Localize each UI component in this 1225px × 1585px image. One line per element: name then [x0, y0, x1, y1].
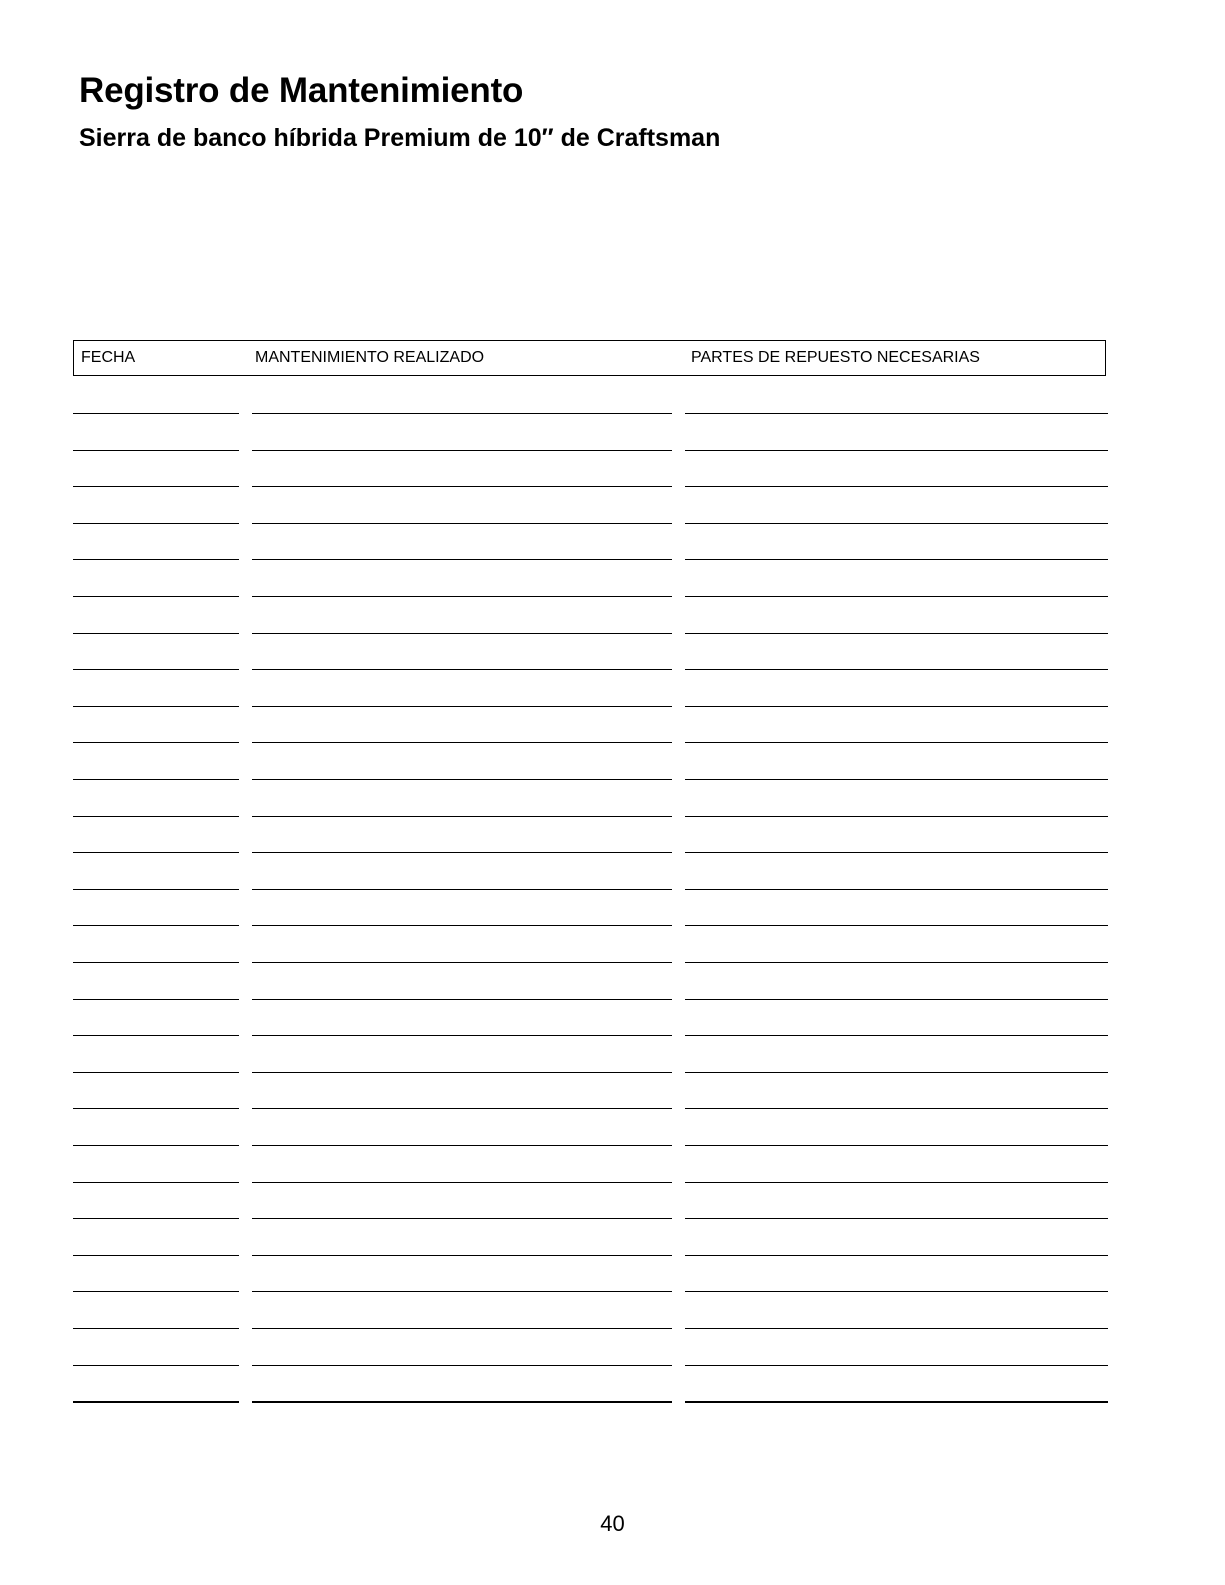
log-line-mant [252, 1072, 672, 1073]
log-line-mant [252, 1401, 672, 1403]
log-row [0, 1182, 1225, 1184]
log-row [0, 1108, 1225, 1110]
log-line-partes [685, 559, 1108, 560]
log-line-fecha [73, 1145, 239, 1146]
log-row [0, 1401, 1225, 1403]
log-line-partes [685, 1401, 1108, 1403]
log-line-partes [685, 1218, 1108, 1219]
log-line-partes [685, 962, 1108, 963]
log-line-mant [252, 706, 672, 707]
log-line-partes [685, 816, 1108, 817]
log-row [0, 925, 1225, 927]
log-line-fecha [73, 1108, 239, 1109]
log-row [0, 779, 1225, 781]
column-header-fecha: FECHA [81, 349, 136, 366]
column-header-mantenimiento: MANTENIMIENTO REALIZADO [255, 349, 485, 366]
log-line-mant [252, 486, 672, 487]
log-row [0, 1365, 1225, 1367]
log-line-mant [252, 816, 672, 817]
log-line-mant [252, 1328, 672, 1329]
log-line-partes [685, 1291, 1108, 1292]
column-header-partes: PARTES DE REPUESTO NECESARIAS [691, 349, 980, 366]
log-line-fecha [73, 1035, 239, 1036]
log-line-partes [685, 1328, 1108, 1329]
log-line-mant [252, 1108, 672, 1109]
log-line-fecha [73, 1218, 239, 1219]
log-line-fecha [73, 633, 239, 634]
log-line-partes [685, 1145, 1108, 1146]
log-row [0, 742, 1225, 744]
page-subtitle: Sierra de banco híbrida Premium de 10″ de Craftsman [79, 124, 721, 152]
log-line-fecha [73, 1401, 239, 1403]
log-line-mant [252, 669, 672, 670]
log-line-partes [685, 1365, 1108, 1366]
log-line-partes [685, 523, 1108, 524]
log-line-partes [685, 1182, 1108, 1183]
log-line-mant [252, 413, 672, 414]
log-line-fecha [73, 706, 239, 707]
log-line-mant [252, 852, 672, 853]
log-line-fecha [73, 742, 239, 743]
log-row [0, 559, 1225, 561]
log-line-mant [252, 999, 672, 1000]
log-line-partes [685, 486, 1108, 487]
log-line-fecha [73, 1072, 239, 1073]
log-line-partes [685, 596, 1108, 597]
log-line-partes [685, 633, 1108, 634]
log-line-fecha [73, 1182, 239, 1183]
log-line-fecha [73, 889, 239, 890]
log-line-fecha [73, 1328, 239, 1329]
log-line-partes [685, 925, 1108, 926]
log-line-partes [685, 706, 1108, 707]
log-line-mant [252, 1365, 672, 1366]
log-row [0, 1035, 1225, 1037]
log-line-mant [252, 889, 672, 890]
log-line-partes [685, 1255, 1108, 1256]
log-line-mant [252, 1145, 672, 1146]
log-row [0, 596, 1225, 598]
log-line-mant [252, 779, 672, 780]
log-line-partes [685, 1108, 1108, 1109]
log-row [0, 889, 1225, 891]
log-line-partes [685, 1035, 1108, 1036]
log-line-partes [685, 779, 1108, 780]
log-line-fecha [73, 413, 239, 414]
log-line-fecha [73, 486, 239, 487]
log-line-partes [685, 413, 1108, 414]
log-row [0, 1072, 1225, 1074]
log-line-fecha [73, 1291, 239, 1292]
log-line-fecha [73, 852, 239, 853]
log-line-mant [252, 1218, 672, 1219]
log-row [0, 450, 1225, 452]
log-line-partes [685, 889, 1108, 890]
log-row [0, 523, 1225, 525]
log-row [0, 962, 1225, 964]
log-row [0, 669, 1225, 671]
log-line-fecha [73, 596, 239, 597]
log-row [0, 1145, 1225, 1147]
log-row [0, 486, 1225, 488]
log-row [0, 706, 1225, 708]
log-row [0, 633, 1225, 635]
log-row [0, 999, 1225, 1001]
log-line-mant [252, 1035, 672, 1036]
log-line-fecha [73, 999, 239, 1000]
log-row [0, 852, 1225, 854]
log-line-mant [252, 1291, 672, 1292]
log-line-partes [685, 742, 1108, 743]
log-line-partes [685, 669, 1108, 670]
log-row [0, 1255, 1225, 1257]
log-line-fecha [73, 669, 239, 670]
log-line-partes [685, 1072, 1108, 1073]
log-row [0, 413, 1225, 415]
log-row [0, 1291, 1225, 1293]
log-line-mant [252, 633, 672, 634]
log-line-fecha [73, 559, 239, 560]
log-line-fecha [73, 1365, 239, 1366]
log-line-mant [252, 1182, 672, 1183]
log-row [0, 1218, 1225, 1220]
log-row [0, 1328, 1225, 1330]
log-line-fecha [73, 779, 239, 780]
log-line-mant [252, 925, 672, 926]
log-table-header [73, 340, 1106, 376]
page-title: Registro de Mantenimiento [79, 71, 524, 110]
log-line-partes [685, 450, 1108, 451]
log-line-mant [252, 1255, 672, 1256]
log-row [0, 816, 1225, 818]
log-line-mant [252, 450, 672, 451]
log-line-fecha [73, 450, 239, 451]
log-line-fecha [73, 1255, 239, 1256]
log-line-mant [252, 596, 672, 597]
log-line-mant [252, 559, 672, 560]
page-number: 40 [600, 1511, 625, 1536]
log-line-mant [252, 742, 672, 743]
log-line-fecha [73, 816, 239, 817]
log-line-mant [252, 962, 672, 963]
log-line-partes [685, 852, 1108, 853]
log-line-fecha [73, 925, 239, 926]
log-line-partes [685, 999, 1108, 1000]
log-line-mant [252, 523, 672, 524]
log-line-fecha [73, 962, 239, 963]
log-line-fecha [73, 523, 239, 524]
